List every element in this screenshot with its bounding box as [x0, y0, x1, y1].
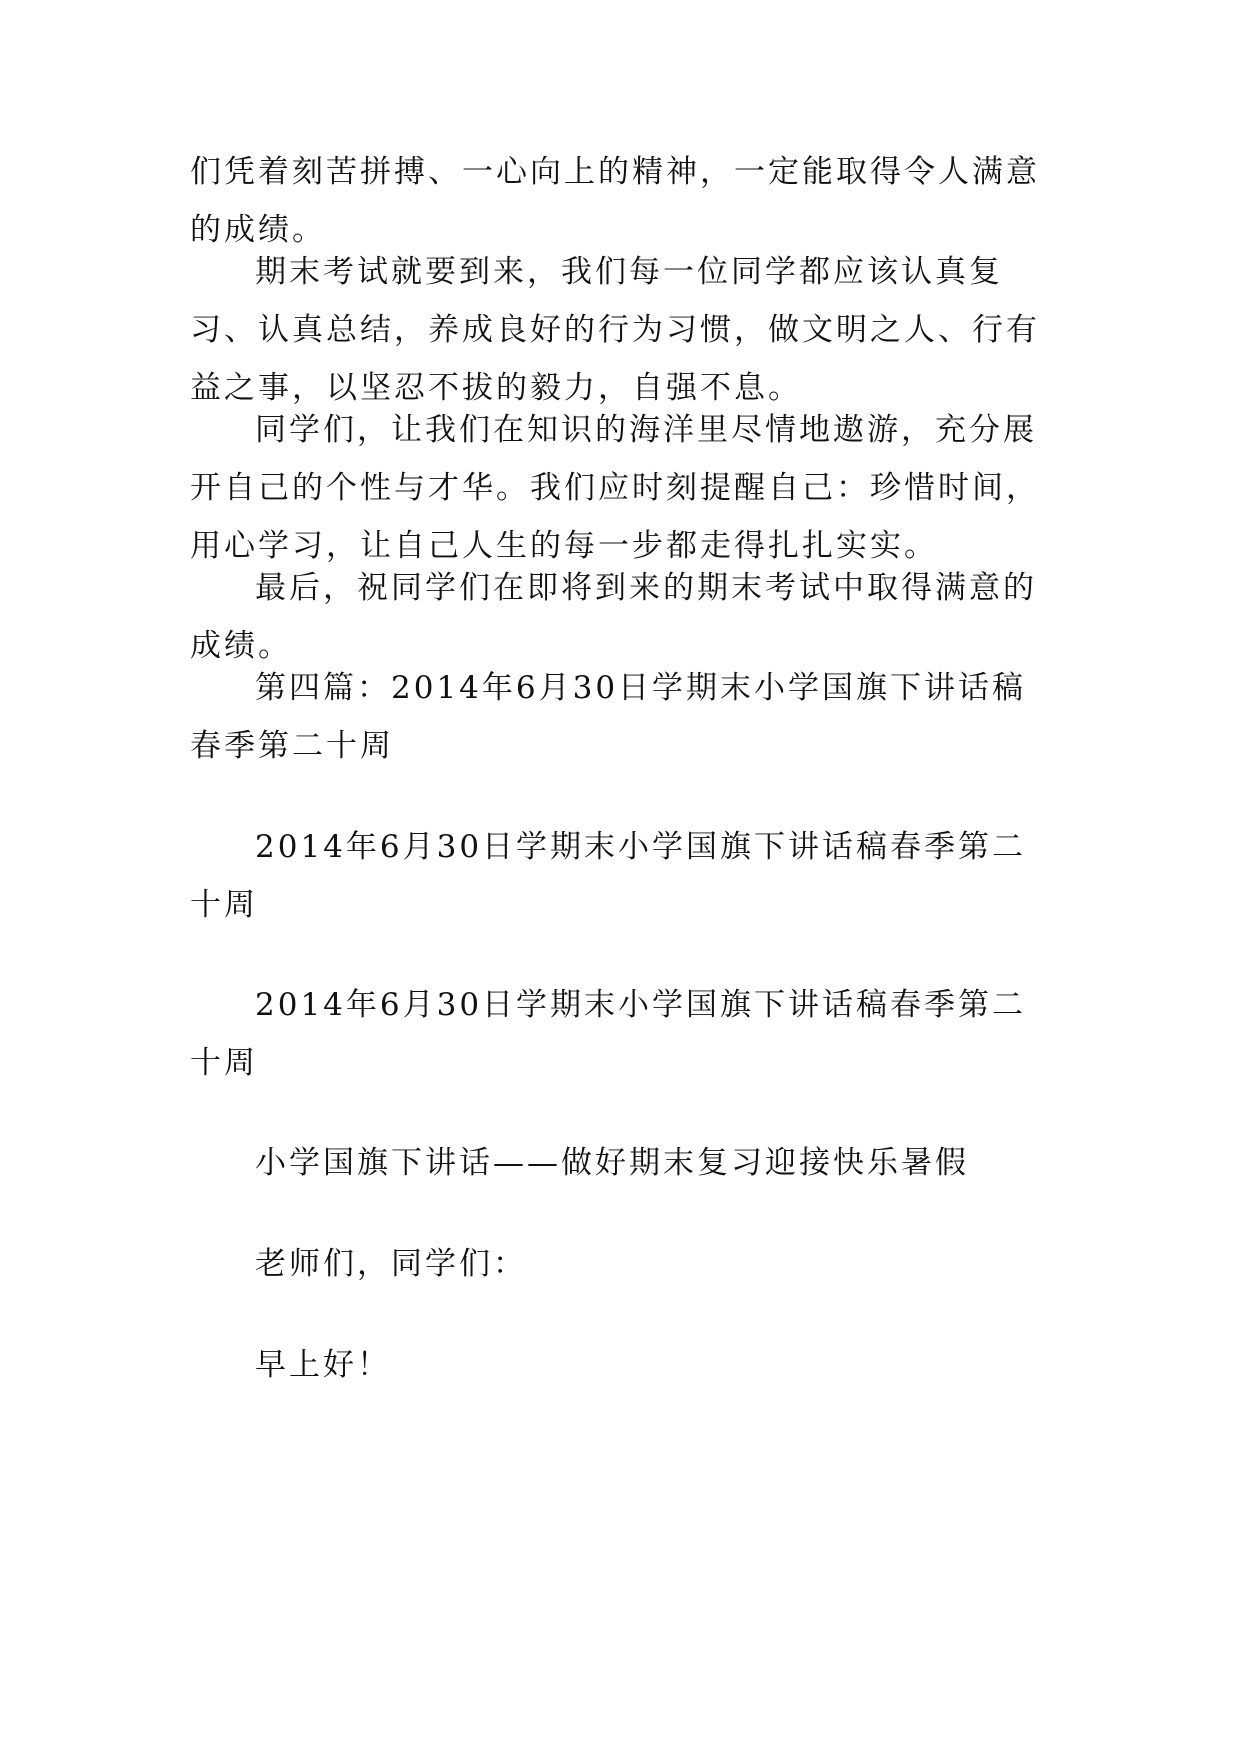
speech-title-line-1: 2014年6月30日学期末小学国旗下讲话稿春季第二十周 [190, 829, 1027, 923]
greeting-morning: 早上好！ [255, 1347, 391, 1383]
paragraph-knowledge-ocean: 同学们，让我们在知识的海洋里尽情地遨游，充分展开自己的个性与才华。我们应时刻提醒自己：珍惜时间，用心学习，让自己人生的每一步都走得扎扎实实。 [190, 412, 1040, 564]
section-heading-part-four: 第四篇：2014年6月30日学期末小学国旗下讲话稿春季第二十周 [190, 670, 1027, 764]
paragraph-closing-wish: 最后，祝同学们在即将到来的期末考试中取得满意的成绩。 [190, 570, 1037, 664]
paragraph-exam-review: 期末考试就要到来，我们每一位同学都应该认真复习、认真总结，养成良好的行为习惯，做文明之人、行有益之事，以坚忍不拔的毅力，自强不息。 [190, 254, 1040, 406]
speech-title-line-2: 2014年6月30日学期末小学国旗下讲话稿春季第二十周 [190, 987, 1027, 1081]
paragraph-continuation: 们凭着刻苦拼搏、一心向上的精神，一定能取得令人满意的成绩。 [190, 154, 1040, 248]
speech-subtitle: 小学国旗下讲话——做好期末复习迎接快乐暑假 [255, 1145, 969, 1181]
greeting-audience: 老师们，同学们： [255, 1246, 527, 1282]
